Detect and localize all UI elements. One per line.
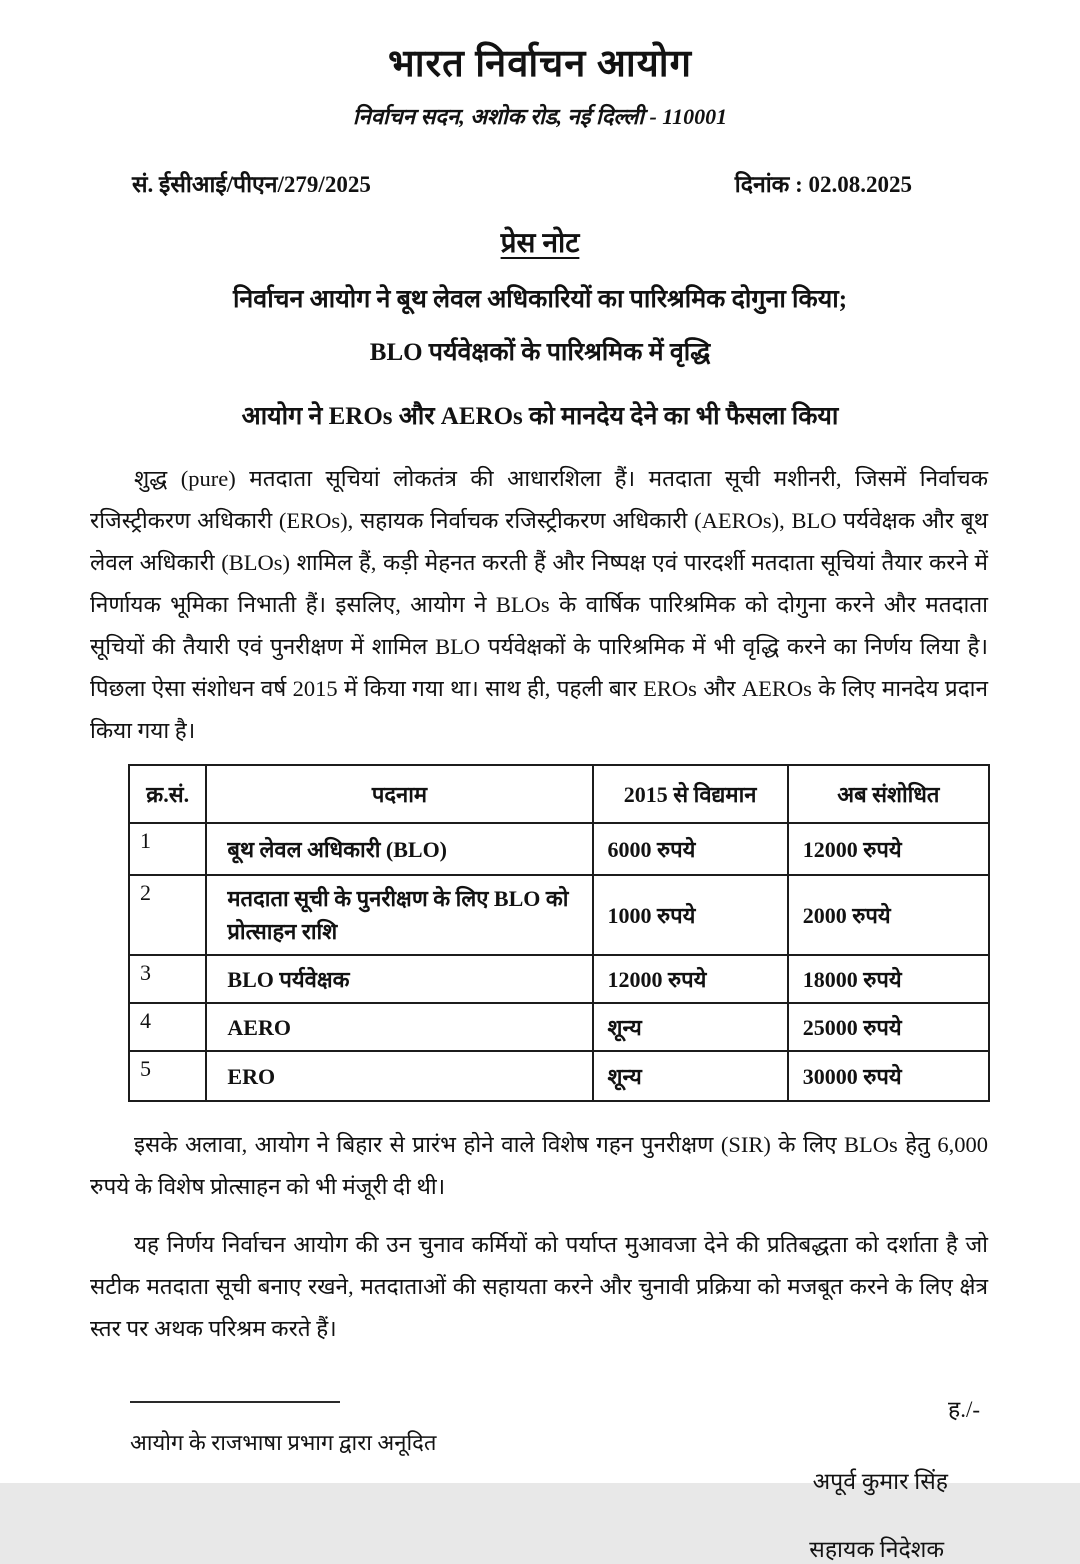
signatory-designation: सहायक निदेशक	[809, 1537, 944, 1562]
headline-line-1: निर्वाचन आयोग ने बूथ लेवल अधिकारियों का पारिश्रमिक दोगुना किया;	[232, 286, 848, 313]
headline-line-2: BLO पर्यवेक्षकों के पारिश्रमिक में वृद्धि	[369, 339, 711, 366]
document-type-label: प्रेस नोट	[500, 228, 580, 259]
table-row	[129, 823, 989, 875]
reference-row	[132, 167, 912, 199]
cell-existing: 12000 रुपये	[593, 955, 788, 1003]
cell-post: मतदाता सूची के पुनरीक्षण के लिए BLO को प्रोत्साहन राशि	[206, 875, 592, 955]
table-header-row	[129, 765, 989, 823]
signatory-name: अपूर्व कुमार सिंह	[812, 1469, 948, 1494]
organization-title: भारत निर्वाचन आयोग	[388, 43, 692, 85]
paragraph-sir-incentive: इसके अलावा, आयोग ने बिहार से प्रारंभ होने वाले विशेष गहन पुनरीक्षण (SIR) के लिए BLOs हेतु 6,000 रुपये के विशेष प्रोत्साहन को भी मंजूरी दी थी।	[90, 1132, 988, 1199]
reference-number: सं. ईसीआई/पीएन/279/2025	[132, 172, 371, 197]
cell-post: बूथ लेवल अधिकारी (BLO)	[206, 823, 592, 875]
cell-existing: 1000 रुपये	[593, 875, 788, 955]
cell-serial: 3	[129, 955, 206, 1003]
remuneration-table-wrapper	[128, 764, 990, 1102]
table-row	[129, 1051, 989, 1101]
footnote-text: आयोग के राजभाषा प्रभाग द्वारा अनूदित	[130, 1430, 437, 1455]
cell-revised: 30000 रुपये	[788, 1051, 989, 1101]
subheadline: आयोग ने EROs और AEROs को मानदेय देने का भी फैसला किया	[241, 403, 839, 430]
footnote-divider	[130, 1401, 340, 1403]
header-serial-no: क्र.सं.	[129, 765, 206, 823]
header-designation: पदनाम	[206, 765, 592, 823]
cell-serial: 5	[129, 1051, 206, 1101]
document-date: दिनांक : 02.08.2025	[734, 172, 912, 197]
cell-revised: 18000 रुपये	[788, 955, 989, 1003]
cell-serial: 2	[129, 875, 206, 955]
remuneration-table	[128, 764, 990, 1102]
paragraph-intro: शुद्ध (pure) मतदाता सूचियां लोकतंत्र की आधारशिला हैं। मतदाता सूची मशीनरी, जिसमें निर्वाचक रजिस्ट्रीकरण अधिकारी (EROs), सहायक निर्वाचक रजिस्ट्रीकरण अधिकारी (AEROs), BLO पर्यवेक्षक और बूथ लेवल अधिकारी (BLOs) शामिल हैं, कड़ी मेहनत करती हैं और निष्पक्ष एवं पारदर्शी मतदाता सूचियां तैयार करने में निर्णायक भूमिका निभाती हैं। इसलिए, आयोग ने BLOs के वार्षिक पारिश्रमिक को दोगुना करने और मतदाता सूचियों की तैयारी एवं पुनरीक्षण में शामिल BLO पर्यवेक्षकों के पारिश्रमिक में भी वृद्धि करने का निर्णय लिया है। पिछला ऐसा संशोधन वर्ष 2015 में किया गया था। साथ ही, पहली बार EROs और AEROs के लिए मानदेय प्रदान किया गया है।	[90, 466, 988, 743]
cell-post: ERO	[206, 1051, 592, 1101]
cell-revised: 12000 रुपये	[788, 823, 989, 875]
cell-revised: 2000 रुपये	[788, 875, 989, 955]
cell-revised: 25000 रुपये	[788, 1003, 989, 1051]
cell-existing: 6000 रुपये	[593, 823, 788, 875]
header-now-revised: अब संशोधित	[788, 765, 989, 823]
cell-post: BLO पर्यवेक्षक	[206, 955, 592, 1003]
translation-footnote	[130, 1401, 436, 1457]
cell-serial: 1	[129, 823, 206, 875]
paragraph-commitment: यह निर्णय निर्वाचन आयोग की उन चुनाव कर्मियों को पर्याप्त मुआवजा देने की प्रतिबद्धता को दर्शाता है जो सटीक मतदाता सूची बनाए रखने, मतदाताओं की सहायता करने और चुनावी प्रक्रिया को मजबूत करने के लिए क्षेत्र स्तर पर अथक परिश्रम करते हैं।	[90, 1232, 988, 1341]
table-row	[129, 875, 989, 955]
cell-post: AERO	[206, 1003, 592, 1051]
signed-mark: ह./-	[947, 1397, 980, 1422]
cell-existing: शून्य	[593, 1003, 788, 1051]
table-row	[129, 1003, 989, 1051]
cell-serial: 4	[129, 1003, 206, 1051]
cell-existing: शून्य	[593, 1051, 788, 1101]
organization-address: निर्वाचन सदन, अशोक रोड, नई दिल्ली - 110001	[352, 104, 728, 129]
header-existing-since-2015: 2015 से विद्यमान	[593, 765, 788, 823]
document-type-heading	[0, 223, 1080, 261]
table-row	[129, 955, 989, 1003]
